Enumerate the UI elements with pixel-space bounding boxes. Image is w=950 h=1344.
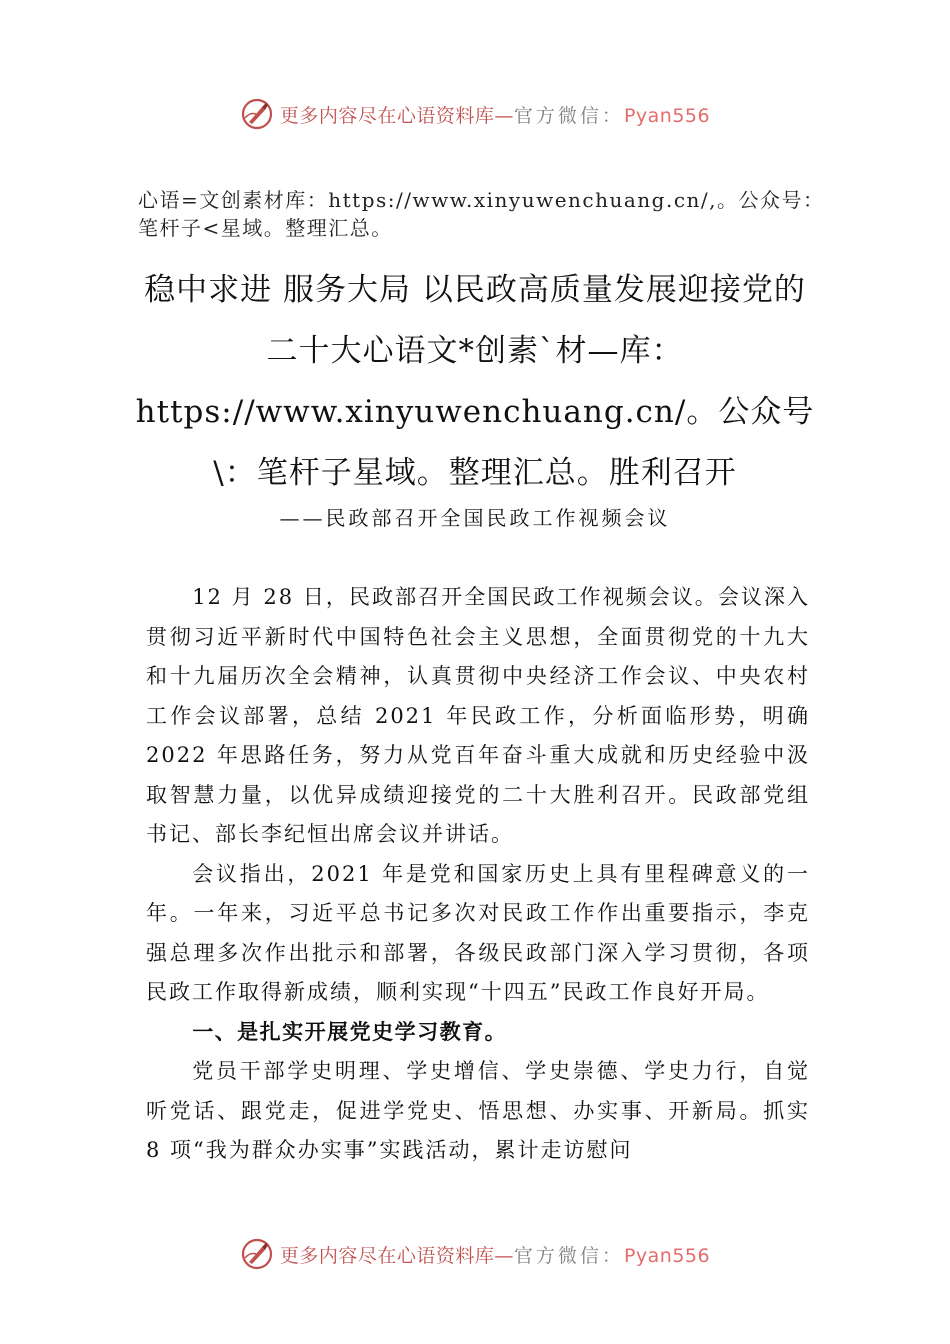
document-subtitle: ——民政部召开全国民政工作视频会议	[279, 506, 671, 530]
paragraph-2: 会议指出，2021 年是党和国家历史上具有里程碑意义的一年。一年来，习近平总书记多次对民政工作作出重要指示，李克强总理多次作出批示和部署，各级民政部门深入学习贯彻，各项民政工作取得新成绩，顺利实现“十四五”民政工作良好开局。	[146, 861, 810, 1004]
banner-separator: —	[494, 104, 514, 127]
paragraph-3: 党员干部学史明理、学史增信、学史崇德、学史力行，自觉听党话、跟党走，促进学党史、悟思想、办实事、开新局。抓实 8 项“我为群众办实事”实践活动，累计走访慰问	[146, 1059, 810, 1162]
section-heading-1: 一、是扎实开展党史学习教育。	[192, 1019, 508, 1044]
document-body	[146, 578, 810, 1171]
pen-logo-icon	[240, 1237, 274, 1271]
banner-label: 官方微信：	[513, 104, 624, 127]
intro-text: 心语=文创素材库：https://www.xinyuwenchuang.cn/,。公众号：笔杆子<星域。整理汇总。	[138, 188, 825, 240]
banner-separator: —	[494, 1244, 514, 1267]
banner-slogan: 更多内容尽在心语资料库	[279, 104, 495, 127]
banner-wechat-id: Pyan556	[623, 104, 711, 127]
footer-banner	[0, 1234, 950, 1274]
banner-wechat-id: Pyan556	[623, 1244, 711, 1267]
pen-logo-icon	[240, 97, 274, 131]
banner-slogan: 更多内容尽在心语资料库	[279, 1244, 495, 1267]
header-banner	[0, 94, 950, 134]
document-title: 稳中求进 服务大局 以民政高质量发展迎接党的二十大心语文*创素`材—库：https://www.xinyuwenchuang.cn/。公众号\：笔杆子星域。整理汇总。胜利召开	[135, 272, 815, 491]
banner-label: 官方微信：	[513, 1244, 624, 1267]
paragraph-1: 12 月 28 日，民政部召开全国民政工作视频会议。会议深入贯彻习近平新时代中国特色社会主义思想，全面贯彻党的十九大和十九届历次全会精神，认真贯彻中央经济工作会议、中央农村工作会议部署，总结 2021 年民政工作，分析面临形势，明确 2022 年思路任务，努力从党百年奋斗重大成就和历史经验中汲取智慧力量，以优异成绩迎接党的二十大胜利召开。民政部党组书记、部长李纪恒出席会议并讲话。	[146, 585, 810, 846]
